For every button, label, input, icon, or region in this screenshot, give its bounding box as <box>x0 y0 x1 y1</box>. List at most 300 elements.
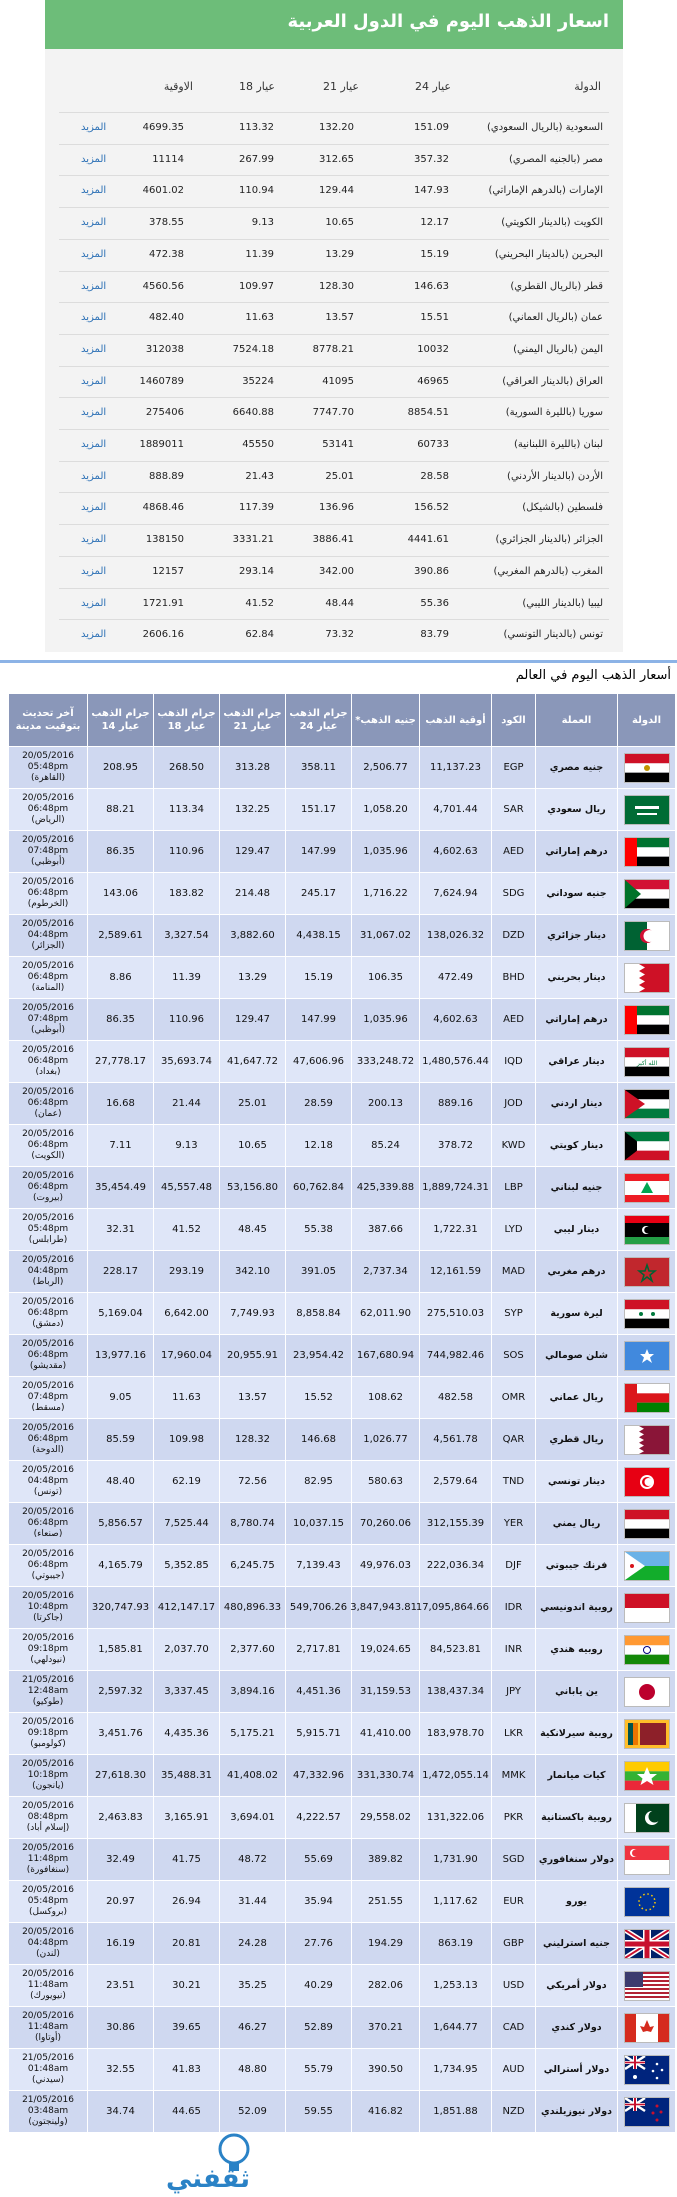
updated-time: 12:48am <box>27 1686 69 1696</box>
currency-code: SYP <box>492 1293 536 1335</box>
pound-price: 389.82 <box>352 1839 420 1881</box>
currency-name: ليرة سورية <box>536 1293 618 1335</box>
more-link[interactable]: المزيد <box>81 248 107 260</box>
last-updated <box>9 747 88 789</box>
more-link[interactable]: المزيد <box>81 153 107 165</box>
flag-cell <box>618 1503 676 1545</box>
arab-table-row <box>59 207 609 240</box>
world-table-row <box>9 1797 676 1839</box>
gram24-price: 549,706.26 <box>286 1587 352 1629</box>
gram21-price: 41,647.72 <box>220 1041 286 1083</box>
pound-price: 580.63 <box>352 1461 420 1503</box>
last-updated <box>9 1923 88 1965</box>
price-k18: 293.14 <box>239 565 274 577</box>
price-k18: 11.63 <box>245 312 274 324</box>
ounce-price: 1,851.88 <box>420 2091 492 2133</box>
world-table-row <box>9 747 676 789</box>
gram14-price: 2,597.32 <box>88 1671 154 1713</box>
updated-date: 20/05/2016 <box>22 1423 74 1433</box>
price-k24: 55.36 <box>420 597 449 609</box>
col-k21: عيار 21 <box>322 80 359 93</box>
more-link[interactable]: المزيد <box>81 597 107 609</box>
gram24-price: 40.29 <box>286 1965 352 2007</box>
country-name: لبنان (بالليرة اللبنانية) <box>514 439 603 450</box>
updated-time: 06:48pm <box>27 972 69 982</box>
price-k18: 41.52 <box>245 597 274 609</box>
gram14-price: 32.49 <box>88 1839 154 1881</box>
updated-time: 06:48pm <box>27 1056 69 1066</box>
updated-date: 20/05/2016 <box>22 2011 74 2021</box>
yemen-flag-icon <box>624 1509 670 1539</box>
price-ounce: 11114 <box>152 153 184 165</box>
price-k18: 113.32 <box>239 122 274 133</box>
last-updated <box>9 2049 88 2091</box>
updated-city: (ولينجتون) <box>28 2117 68 2127</box>
more-link[interactable]: المزيد <box>81 312 107 324</box>
price-k18: 7524.18 <box>232 343 274 355</box>
ounce-price: 84,523.81 <box>420 1629 492 1671</box>
currency-code: YER <box>492 1503 536 1545</box>
updated-city: (صنعاء) <box>33 1529 63 1539</box>
ounce-price: 138,026.32 <box>420 915 492 957</box>
updated-city: (نيويورك) <box>30 1991 66 2001</box>
gram14-price: 3,451.76 <box>88 1713 154 1755</box>
gram18-price: 110.96 <box>154 999 220 1041</box>
algeria-flag-icon <box>624 921 670 951</box>
gram18-price: 109.98 <box>154 1419 220 1461</box>
ounce-price: 1,734.95 <box>420 2049 492 2091</box>
more-link[interactable]: المزيد <box>81 502 107 514</box>
updated-city: (الكويت) <box>31 1151 65 1161</box>
last-updated <box>9 1083 88 1125</box>
price-k18: 109.97 <box>239 280 274 292</box>
more-link[interactable]: المزيد <box>81 534 107 546</box>
gram24-price: 5,915.71 <box>286 1713 352 1755</box>
currency-code: EGP <box>492 747 536 789</box>
flag-cell <box>618 1377 676 1419</box>
gram18-price: 268.50 <box>154 747 220 789</box>
ounce-price: 4,602.63 <box>420 831 492 873</box>
updated-city: (أبوظبي) <box>30 857 66 867</box>
gram14-price: 4,165.79 <box>88 1545 154 1587</box>
flag-cell <box>618 1167 676 1209</box>
ounce-price: 1,722.31 <box>420 1209 492 1251</box>
gram21-price: 25.01 <box>220 1083 286 1125</box>
gram24-price: 4,451.36 <box>286 1671 352 1713</box>
updated-city: (دمشق) <box>32 1319 64 1329</box>
ounce-price: 17,095,864.66 <box>420 1587 492 1629</box>
updated-city: (سيدني) <box>31 2075 64 2085</box>
gram21-price: 41,408.02 <box>220 1755 286 1797</box>
last-updated <box>9 1881 88 1923</box>
ounce-price: 4,602.63 <box>420 999 492 1041</box>
price-k21: 41095 <box>322 375 354 387</box>
arab-table-row <box>59 144 609 177</box>
more-link[interactable]: المزيد <box>81 185 107 197</box>
gram14-price: 34.74 <box>88 2091 154 2133</box>
updated-time: 04:48pm <box>27 1266 69 1276</box>
price-k18: 21.43 <box>245 470 274 482</box>
currency-name: ريال سعودي <box>536 789 618 831</box>
wh-country: الدولة <box>618 694 676 747</box>
price-k24: 15.19 <box>420 248 449 260</box>
gram24-price: 147.99 <box>286 831 352 873</box>
flag-cell <box>618 873 676 915</box>
currency-name: دينار اردني <box>536 1083 618 1125</box>
last-updated <box>9 915 88 957</box>
arab-table-row <box>59 588 609 621</box>
updated-time: 06:48pm <box>27 1350 69 1360</box>
gram14-price: 2,589.61 <box>88 915 154 957</box>
currency-name: دولار كندي <box>536 2007 618 2049</box>
updated-city: (بغداد) <box>35 1067 61 1077</box>
gram24-price: 47,332.96 <box>286 1755 352 1797</box>
wh-currency: العملة <box>536 694 618 747</box>
pound-price: 370.21 <box>352 2007 420 2049</box>
ounce-price: 2,579.64 <box>420 1461 492 1503</box>
currency-name: دولار أمريكي <box>536 1965 618 2007</box>
updated-date: 20/05/2016 <box>22 1255 74 1265</box>
updated-date: 20/05/2016 <box>22 1759 74 1769</box>
updated-time: 06:48pm <box>27 1560 69 1570</box>
price-k21: 48.44 <box>325 597 354 609</box>
world-table-row <box>9 1629 676 1671</box>
gram18-price: 113.34 <box>154 789 220 831</box>
gram18-price: 41.75 <box>154 1839 220 1881</box>
updated-date: 20/05/2016 <box>22 919 74 929</box>
wh-ounce: أوقية الذهب <box>420 694 492 747</box>
flag-cell <box>618 1839 676 1881</box>
world-table-row <box>9 915 676 957</box>
updated-time: 09:18pm <box>27 1728 69 1738</box>
world-table-row <box>9 1167 676 1209</box>
svg-text:الله أكبر: الله أكبر <box>636 1059 657 1067</box>
currency-name: دينار كويتي <box>536 1125 618 1167</box>
more-link[interactable]: المزيد <box>81 565 107 577</box>
updated-city: (الخرطوم) <box>27 899 69 909</box>
gram18-price: 39.65 <box>154 2007 220 2049</box>
gram18-price: 2,037.70 <box>154 1629 220 1671</box>
price-k21: 7747.70 <box>312 407 354 419</box>
country-name: قطر (بالريال القطري) <box>510 280 603 292</box>
more-link[interactable]: المزيد <box>81 280 107 292</box>
currency-name: دينار جزائري <box>536 915 618 957</box>
gram21-price: 48.80 <box>220 2049 286 2091</box>
price-k24: 12.17 <box>420 217 449 229</box>
price-ounce: 1721.91 <box>142 597 184 609</box>
last-updated <box>9 1671 88 1713</box>
updated-date: 20/05/2016 <box>22 1927 74 1937</box>
price-k24: 10032 <box>417 343 449 355</box>
egypt-flag-icon <box>624 753 670 783</box>
gram18-price: 4,435.36 <box>154 1713 220 1755</box>
gram24-price: 15.52 <box>286 1377 352 1419</box>
updated-city: (بروكسل) <box>29 1907 67 1917</box>
price-k24: 60733 <box>417 439 449 450</box>
gram24-price: 82.95 <box>286 1461 352 1503</box>
world-table-row <box>9 1125 676 1167</box>
flag-cell <box>618 1209 676 1251</box>
flag-cell <box>618 1629 676 1671</box>
arab-gold-prices-panel <box>45 0 623 652</box>
ounce-price: 744,982.46 <box>420 1335 492 1377</box>
pakistan-flag-icon <box>624 1803 670 1833</box>
flag-cell <box>618 1671 676 1713</box>
more-link[interactable]: المزيد <box>81 343 107 355</box>
gram14-price: 16.19 <box>88 1923 154 1965</box>
last-updated <box>9 2091 88 2133</box>
last-updated <box>9 1629 88 1671</box>
currency-code: LKR <box>492 1713 536 1755</box>
australia-flag-icon <box>624 2055 670 2085</box>
updated-date: 20/05/2016 <box>22 1549 74 1559</box>
pound-price: 62,011.90 <box>352 1293 420 1335</box>
gram21-price: 2,377.60 <box>220 1629 286 1671</box>
currency-code: TND <box>492 1461 536 1503</box>
ounce-price: 275,510.03 <box>420 1293 492 1335</box>
country-name: الأردن (بالدينار الأردني) <box>507 470 603 482</box>
country-name: المغرب (بالدرهم المغربي) <box>493 565 603 577</box>
price-k21: 128.30 <box>319 280 354 292</box>
wh-g24: جرام الذهب عيار 24 <box>286 694 352 747</box>
world-table-row <box>9 1587 676 1629</box>
last-updated <box>9 1965 88 2007</box>
ounce-price: 183,978.70 <box>420 1713 492 1755</box>
currency-name: جنيه لبناني <box>536 1167 618 1209</box>
gram21-price: 214.48 <box>220 873 286 915</box>
gram14-price: 13,977.16 <box>88 1335 154 1377</box>
ounce-price: 7,624.94 <box>420 873 492 915</box>
price-k24: 151.09 <box>414 122 449 133</box>
updated-time: 07:48pm <box>27 1392 69 1402</box>
country-name: عمان (بالريال العماني) <box>508 312 603 324</box>
world-table-row <box>9 2091 676 2133</box>
currency-name: روبية اندونيسي <box>536 1587 618 1629</box>
gram14-price: 23.51 <box>88 1965 154 2007</box>
pound-price: 31,067.02 <box>352 915 420 957</box>
flag-cell <box>618 1545 676 1587</box>
price-ounce: 1460789 <box>139 375 184 387</box>
currency-name: روبيه هندي <box>536 1629 618 1671</box>
updated-city: (كولومبو) <box>30 1739 66 1749</box>
more-link[interactable]: المزيد <box>81 217 107 229</box>
currency-code: SAR <box>492 789 536 831</box>
gram24-price: 245.17 <box>286 873 352 915</box>
price-k18: 11.39 <box>245 248 274 260</box>
price-k21: 73.32 <box>325 629 354 641</box>
flag-cell <box>618 789 676 831</box>
country-name: مصر (بالجنيه المصري) <box>508 153 603 165</box>
gram14-price: 20.97 <box>88 1881 154 1923</box>
currency-name: ريال عماني <box>536 1377 618 1419</box>
flag-cell <box>618 2091 676 2133</box>
ounce-price: 1,253.13 <box>420 1965 492 2007</box>
flag-cell <box>618 1419 676 1461</box>
gram24-price: 15.19 <box>286 957 352 999</box>
pound-price: 3,847,943.81 <box>352 1587 420 1629</box>
libya-flag-icon <box>624 1215 670 1245</box>
more-link[interactable]: المزيد <box>81 470 107 482</box>
arab-table-row <box>59 461 609 494</box>
pound-price: 331,330.74 <box>352 1755 420 1797</box>
gram18-price: 5,352.85 <box>154 1545 220 1587</box>
last-updated <box>9 1335 88 1377</box>
ounce-price: 11,137.23 <box>420 747 492 789</box>
updated-time: 05:48pm <box>27 762 69 772</box>
updated-time: 01:48am <box>27 2064 69 2074</box>
gram24-price: 4,438.15 <box>286 915 352 957</box>
gram14-price: 48.40 <box>88 1461 154 1503</box>
flag-cell <box>618 1881 676 1923</box>
price-k18: 267.99 <box>239 153 274 165</box>
updated-time: 07:48pm <box>27 846 69 856</box>
last-updated <box>9 1293 88 1335</box>
world-table-row <box>9 1461 676 1503</box>
sudan-flag-icon <box>624 879 670 909</box>
more-link[interactable]: المزيد <box>81 375 107 387</box>
ounce-price: 1,472,055.14 <box>420 1755 492 1797</box>
updated-city: (طوكيو) <box>32 1697 64 1707</box>
wh-code: الكود <box>492 694 536 747</box>
gram14-price: 1,585.81 <box>88 1629 154 1671</box>
updated-time: 06:48pm <box>27 804 69 814</box>
updated-date: 21/05/2016 <box>22 2053 74 2063</box>
price-ounce: 138150 <box>145 534 184 546</box>
currency-code: KWD <box>492 1125 536 1167</box>
currency-code: GBP <box>492 1923 536 1965</box>
gram18-price: 293.19 <box>154 1251 220 1293</box>
updated-time: 04:48pm <box>27 930 69 940</box>
gram18-price: 26.94 <box>154 1881 220 1923</box>
ounce-price: 472.49 <box>420 957 492 999</box>
more-link[interactable]: المزيد <box>81 629 107 641</box>
gram14-price: 320,747.93 <box>88 1587 154 1629</box>
updated-time: 07:48pm <box>27 1014 69 1024</box>
updated-time: 11:48pm <box>27 1854 69 1864</box>
gram21-price: 132.25 <box>220 789 286 831</box>
more-link[interactable]: المزيد <box>81 122 107 133</box>
gram24-price: 4,222.57 <box>286 1797 352 1839</box>
djibouti-flag-icon <box>624 1551 670 1581</box>
gram21-price: 72.56 <box>220 1461 286 1503</box>
updated-date: 20/05/2016 <box>22 1885 74 1895</box>
world-table-row <box>9 831 676 873</box>
pound-price: 1,026.77 <box>352 1419 420 1461</box>
currency-code: SGD <box>492 1839 536 1881</box>
currency-name: دينار ليبي <box>536 1209 618 1251</box>
world-gold-prices-panel <box>0 660 677 2197</box>
logo-text: ثقفني <box>165 2164 251 2194</box>
currency-name: جنيه سوداني <box>536 873 618 915</box>
updated-date: 20/05/2016 <box>22 1969 74 1979</box>
gram24-price: 28.59 <box>286 1083 352 1125</box>
price-k21: 13.57 <box>325 312 354 324</box>
currency-name: روبية سيرلانكية <box>536 1713 618 1755</box>
updated-city: (الدوحة) <box>32 1445 64 1455</box>
gram14-price: 9.05 <box>88 1377 154 1419</box>
pound-price: 41,410.00 <box>352 1713 420 1755</box>
gram24-price: 12.18 <box>286 1125 352 1167</box>
more-link[interactable]: المزيد <box>81 439 107 450</box>
last-updated <box>9 1503 88 1545</box>
world-table-body <box>9 747 676 2133</box>
last-updated <box>9 1209 88 1251</box>
ounce-price: 482.58 <box>420 1377 492 1419</box>
world-table-row <box>9 1377 676 1419</box>
wh-g14: جرام الذهب عيار 14 <box>88 694 154 747</box>
world-table-row <box>9 1713 676 1755</box>
price-k18: 117.39 <box>239 502 274 514</box>
currency-name: دينار تونسي <box>536 1461 618 1503</box>
gram18-price: 3,337.45 <box>154 1671 220 1713</box>
gram24-price: 391.05 <box>286 1251 352 1293</box>
gram18-price: 62.19 <box>154 1461 220 1503</box>
pound-price: 425,339.88 <box>352 1167 420 1209</box>
gram24-price: 35.94 <box>286 1881 352 1923</box>
arab-table-title: اسعار الذهب اليوم في الدول العربية <box>287 11 609 32</box>
pound-price: 167,680.94 <box>352 1335 420 1377</box>
gram18-price: 35,488.31 <box>154 1755 220 1797</box>
arab-table-row <box>59 366 609 399</box>
pound-price: 194.29 <box>352 1923 420 1965</box>
last-updated <box>9 1377 88 1419</box>
updated-time: 05:48pm <box>27 1224 69 1234</box>
updated-date: 20/05/2016 <box>22 1129 74 1139</box>
updated-time: 04:48pm <box>27 1938 69 1948</box>
last-updated <box>9 957 88 999</box>
currency-code: BHD <box>492 957 536 999</box>
price-k24: 390.86 <box>414 565 449 577</box>
gram14-price: 5,169.04 <box>88 1293 154 1335</box>
updated-city: (أبوظبي) <box>30 1025 66 1035</box>
world-table-row <box>9 1251 676 1293</box>
flag-cell <box>618 2007 676 2049</box>
flag-cell <box>618 747 676 789</box>
world-table-row <box>9 1839 676 1881</box>
currency-code: MMK <box>492 1755 536 1797</box>
ounce-price: 12,161.59 <box>420 1251 492 1293</box>
flag-cell <box>618 1755 676 1797</box>
pound-price: 1,716.22 <box>352 873 420 915</box>
last-updated <box>9 1839 88 1881</box>
gram24-price: 47,606.96 <box>286 1041 352 1083</box>
world-table-row <box>9 1419 676 1461</box>
country-name: الإمارات (بالدرهم الإماراتي) <box>488 185 603 197</box>
price-k21: 129.44 <box>319 185 354 197</box>
more-link[interactable]: المزيد <box>81 407 107 419</box>
world-table-row <box>9 1083 676 1125</box>
price-k18: 110.94 <box>239 185 274 197</box>
price-k21: 53141 <box>322 439 354 450</box>
world-table-row <box>9 873 676 915</box>
newzealand-flag-icon <box>624 2097 670 2127</box>
updated-time: 06:48pm <box>27 1140 69 1150</box>
currency-code: PKR <box>492 1797 536 1839</box>
world-table-row <box>9 1671 676 1713</box>
updated-date: 20/05/2016 <box>22 1717 74 1727</box>
flag-cell <box>618 957 676 999</box>
price-ounce: 2606.16 <box>142 629 184 641</box>
currency-name: دولار سنغافوري <box>536 1839 618 1881</box>
updated-city: (لندن) <box>36 1949 60 1959</box>
gram14-price: 27,778.17 <box>88 1041 154 1083</box>
updated-city: (المنامة) <box>31 983 65 993</box>
arab-table-column-headers <box>45 62 623 112</box>
arab-table-row <box>59 302 609 335</box>
last-updated <box>9 1041 88 1083</box>
pound-price: 2,506.77 <box>352 747 420 789</box>
currency-name: ريال يمني <box>536 1503 618 1545</box>
